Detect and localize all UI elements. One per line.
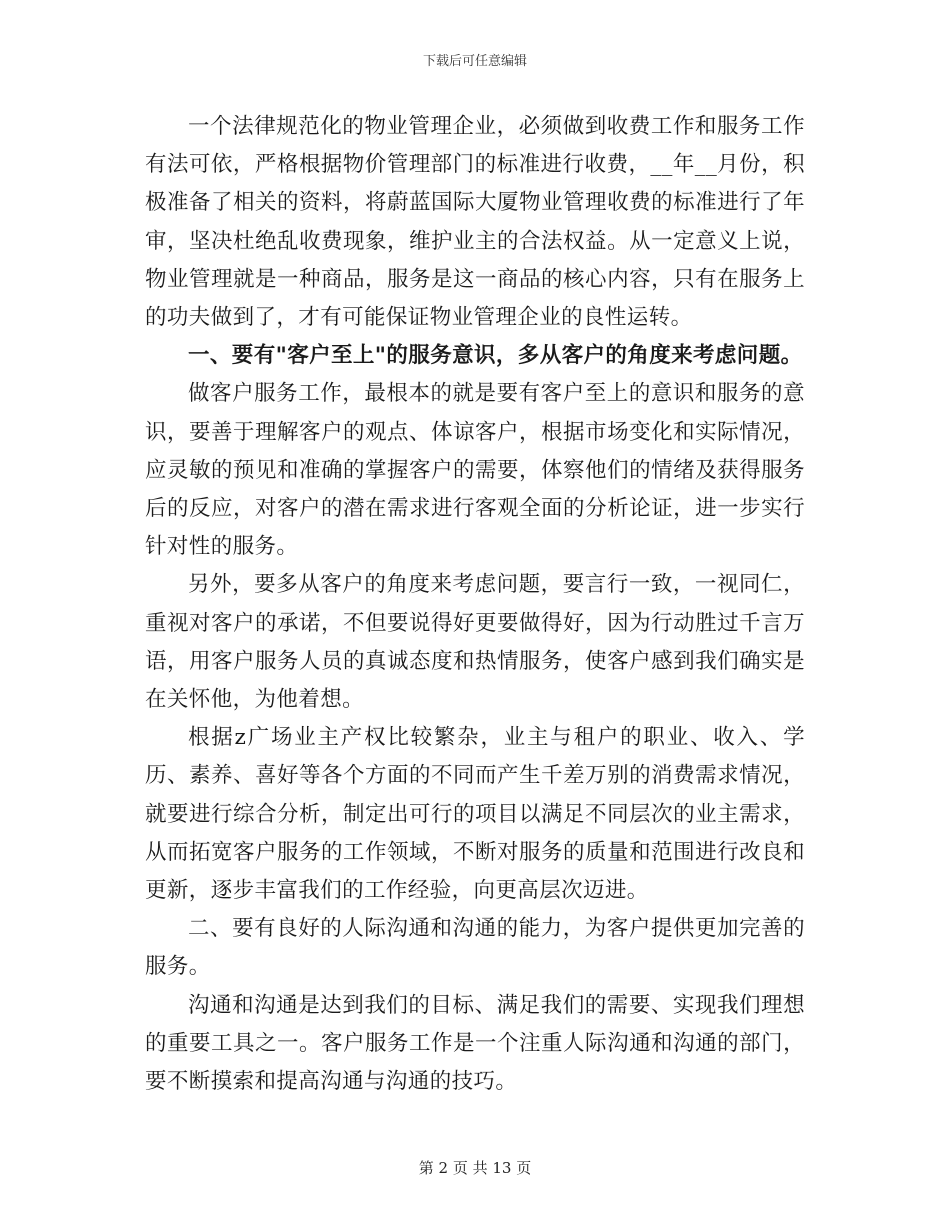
paragraph-customer-service: 做客户服务工作，最根本的就是要有客户至上的意识和服务的意识，要善于理解客户的观点、体谅客户，根据市场变化和实际情况，应灵敏的预见和准确的掌握客户的需要，体察他们的情绪及获得服务后的反应，对客户的潜在需求进行客观全面的分析论证，进一步实行针对性的服务。 <box>145 381 805 560</box>
document-body <box>145 108 805 1101</box>
section-heading-1: 一、要有"客户至上"的服务意识，多从客户的角度来考虑问题。 <box>188 343 803 369</box>
section-heading-2: 二、要有良好的人际沟通和沟通的能力，为客户提供更加完善的服务。 <box>145 916 805 980</box>
paragraph-customer-perspective: 另外，要多从客户的角度来考虑问题，要言行一致，一视同仁，重视对客户的承诺，不但要说得好更要做得好，因为行动胜过千言万语，用客户服务人员的真诚态度和热情服务，使客户感到我们确实是在关怀他，为他着想。 <box>145 572 805 713</box>
paragraph-intro: 一个法律规范化的物业管理企业，必须做到收费工作和服务工作有法可依，严格根据物价管理部门的标准进行收费，__年__月份，积极准备了相关的资料，将蔚蓝国际大厦物业管理收费的标准进行了年审，坚决杜绝乱收费现象，维护业主的合法权益。从一定意义上说，物业管理就是一种商品，服务是这一商品的核心内容，只有在服务上的功夫做到了，才有可能保证物业管理企业的良性运转。 <box>145 114 805 331</box>
paragraph-communication: 沟通和沟通是达到我们的目标、满足我们的需要、实现我们理想的重要工具之一。客户服务工作是一个注重人际沟通和沟通的部门，要不断摸索和提高沟通与沟通的技巧。 <box>145 992 805 1095</box>
page-header: 下载后可任意编辑 <box>422 54 527 69</box>
paragraph-owner-needs: 根据z广场业主产权比较繁杂，业主与租户的职业、收入、学历、素养、喜好等各个方面的不同而产生千差万别的消费需求情况，就要进行综合分析，制定出可行的项目以满足不同层次的业主需求，从而拓宽客户服务的工作领域，不断对服务的质量和范围进行改良和更新，逐步丰富我们的工作经验，向更高层次迈进。 <box>145 725 805 904</box>
page-number: 第 2 页 共 13 页 <box>418 1159 532 1177</box>
